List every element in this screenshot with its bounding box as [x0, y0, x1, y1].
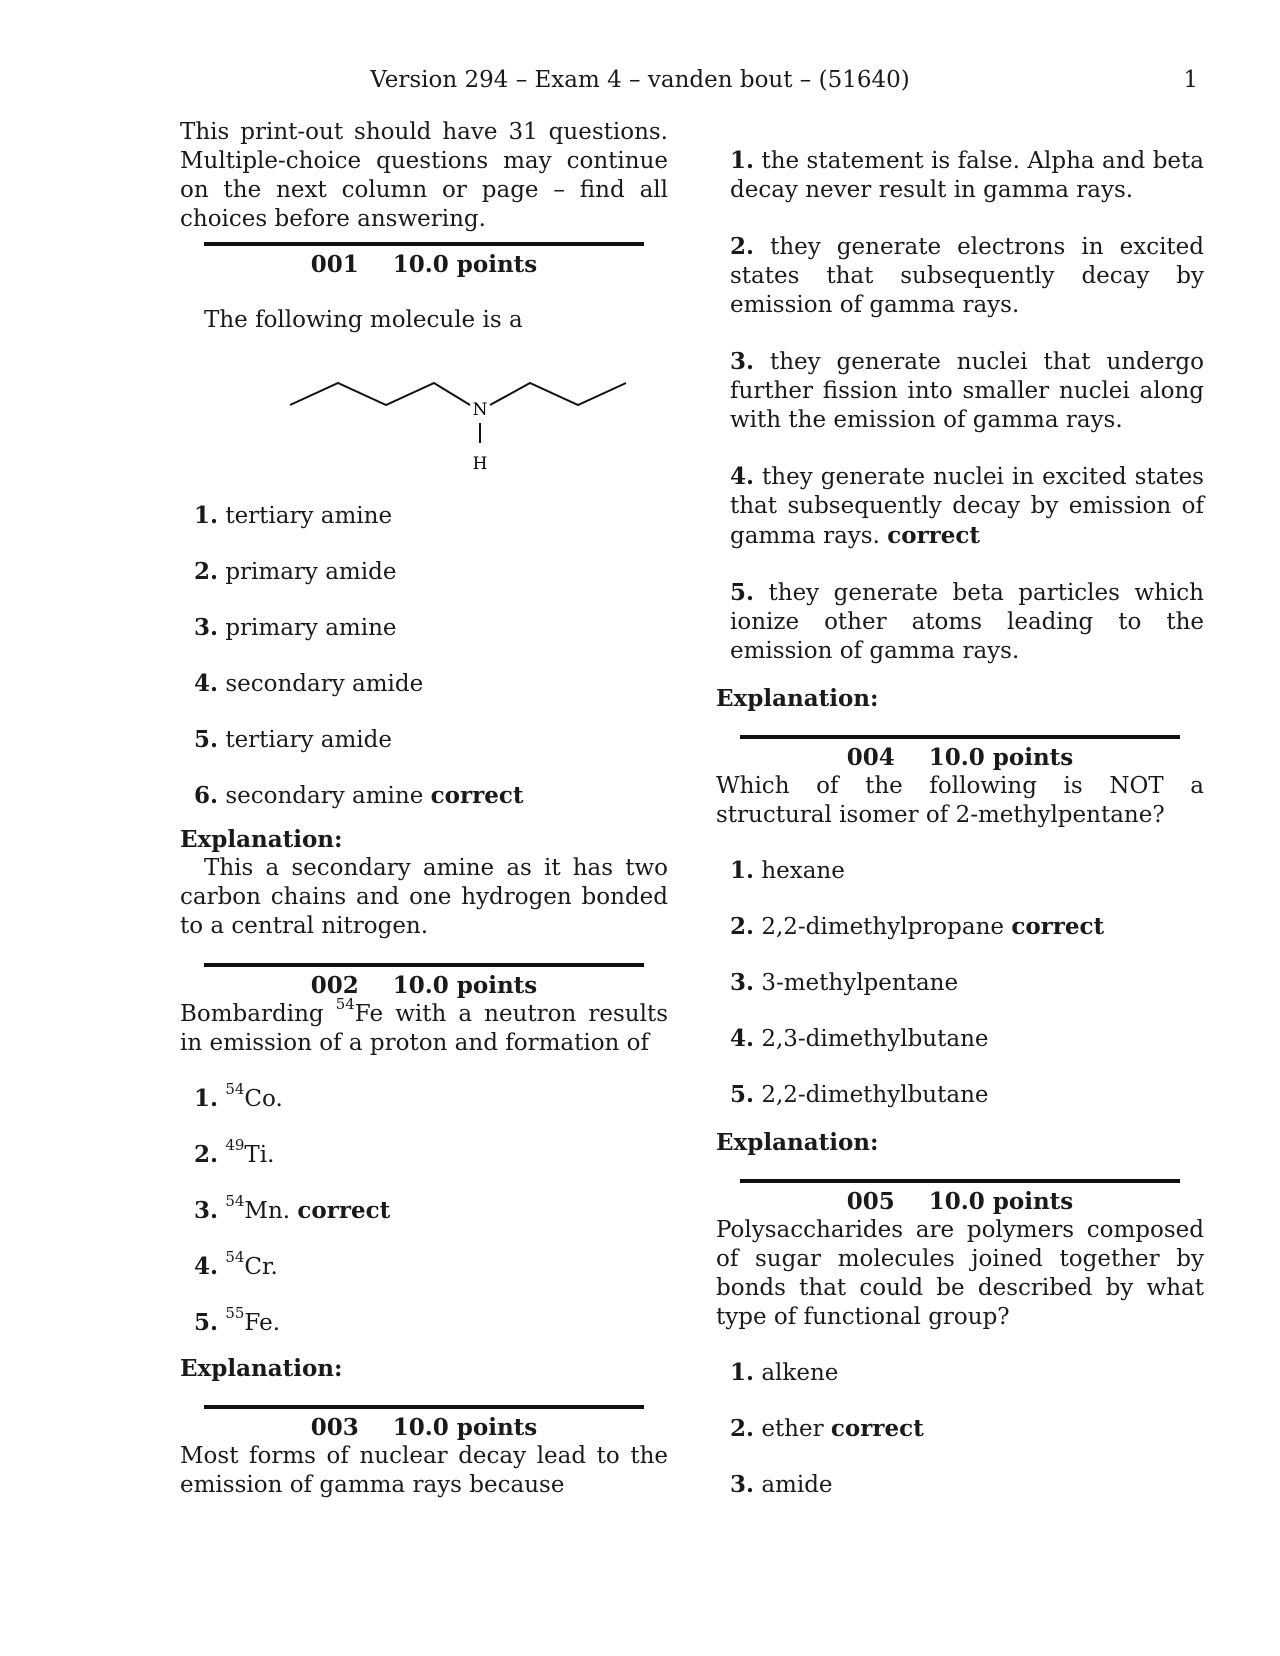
correct-mark: correct — [430, 782, 524, 809]
question-001 — [180, 242, 668, 941]
choice-item: 1. hexane — [730, 857, 845, 884]
correct-mark: correct — [297, 1197, 391, 1224]
correct-mark: correct — [1011, 913, 1105, 940]
question-003 — [180, 1405, 668, 1500]
choice-item: 5. $^{55}$Fe. — [194, 1304, 281, 1336]
question-header — [180, 971, 668, 1000]
header-title: Version 294 – Exam 4 – vanden bout – (51640) — [370, 67, 910, 93]
page-header — [0, 66, 1280, 96]
explanation-heading: Explanation: — [716, 685, 879, 712]
question-points: 10.0 points — [928, 1188, 1074, 1215]
choice-item: 2. they generate electrons in excited states that subsequently decay by emission of gamma rays. — [730, 233, 1205, 318]
question-004 — [716, 735, 1204, 1157]
choice-list — [180, 501, 668, 811]
question-number: 005 — [846, 1188, 895, 1215]
question-rule — [204, 1405, 644, 1409]
question-header — [180, 250, 668, 279]
choice-item: 1. alkene — [730, 1359, 839, 1386]
question-header — [180, 1413, 668, 1442]
correct-mark: correct — [830, 1415, 924, 1442]
question-number: 003 — [310, 1414, 359, 1441]
choice-item: 1. the statement is false. Alpha and beta decay never result in gamma rays. — [730, 147, 1205, 203]
choice-item: 5. 2,2-dimethylbutane — [730, 1081, 989, 1108]
explanation-text: This a secondary amine as it has two carbon chains and one hydrogen bonded to a central nitrogen. — [180, 855, 668, 939]
question-prompt: Which of the following is NOT a structural isomer of 2-methylpentane? — [716, 773, 1204, 828]
choice-item-correct: 6. secondary amine correct — [194, 782, 524, 809]
choice-item: 4. 2,3-dimethylbutane — [730, 1025, 989, 1052]
question-points: 10.0 points — [392, 972, 538, 999]
choice-item: 3. 3-methylpentane — [730, 969, 959, 996]
choice-item-correct: 2. ether correct — [730, 1415, 924, 1442]
question-points: 10.0 points — [392, 251, 538, 278]
question-header — [716, 1187, 1204, 1216]
explanation-heading: Explanation: — [180, 1355, 343, 1382]
atom-h: H — [472, 454, 488, 474]
question-header — [716, 743, 1204, 772]
question-prompt: Bombarding $^{54}$Fe with a neutron results in emission of a proton and formation of — [180, 995, 668, 1056]
question-points: 10.0 points — [392, 1414, 538, 1441]
atom-n: N — [472, 400, 488, 420]
right-column — [716, 146, 1204, 1500]
choice-item: 3. they generate nuclei that undergo further fission into smaller nuclei along with the emission of gamma rays. — [730, 348, 1205, 433]
choice-item: 3. amide — [730, 1471, 833, 1498]
question-rule — [204, 242, 644, 246]
choice-item-correct: 2. 2,2-dimethylpropane correct — [730, 913, 1105, 940]
choice-item: 2. primary amide — [194, 558, 397, 585]
choice-item: 1. tertiary amine — [194, 502, 393, 529]
question-rule — [204, 963, 644, 967]
choice-list — [716, 1358, 1204, 1500]
explanation-heading: Explanation: — [716, 1129, 879, 1156]
left-column — [180, 118, 668, 1500]
correct-mark: correct — [887, 522, 981, 549]
question-prompt: The following molecule is a — [204, 307, 523, 333]
choice-item: 1. $^{54}$Co. — [194, 1080, 283, 1112]
question-005 — [716, 1179, 1204, 1500]
choice-list — [180, 1080, 668, 1338]
choice-item: 5. they generate beta particles which ionize other atoms leading to the emission of gamma rays. — [730, 579, 1204, 664]
choice-item: 3. primary amine — [194, 614, 397, 641]
page-number: 1 — [1183, 67, 1198, 93]
question-number: 004 — [846, 744, 895, 771]
propyl-chain — [490, 383, 626, 405]
choice-item: 2. $^{49}$Ti. — [194, 1136, 275, 1168]
q003-choice-list — [716, 146, 1204, 666]
molecule-structure — [180, 345, 668, 505]
choice-item-correct: 3. $^{54}$Mn. correct — [194, 1192, 391, 1224]
question-number: 002 — [310, 972, 359, 999]
question-number: 001 — [310, 251, 359, 278]
intro-text: This print-out should have 31 questions. Multiple-choice questions may continue on the next column or page – find all choices before answering. — [180, 119, 668, 232]
question-points: 10.0 points — [928, 744, 1074, 771]
choice-item: 4. secondary amide — [194, 670, 424, 697]
question-prompt: Polysaccharides are polymers composed of sugar molecules joined together by bonds that could be described by what type of functional group? — [716, 1217, 1204, 1330]
explanation-heading: Explanation: — [180, 826, 343, 853]
question-rule — [740, 1179, 1180, 1183]
choice-list — [716, 856, 1204, 1110]
question-prompt: Most forms of nuclear decay lead to the emission of gamma rays because — [180, 1443, 668, 1498]
question-rule — [740, 735, 1180, 739]
butyl-chain — [290, 383, 470, 405]
choice-item-correct: 4. they generate nuclei in excited states that subsequently decay by emission of gamma rays. correct — [730, 463, 1204, 549]
choice-item: 5. tertiary amide — [194, 726, 392, 753]
choice-item: 4. $^{54}$Cr. — [194, 1248, 278, 1280]
question-002 — [180, 963, 668, 1383]
